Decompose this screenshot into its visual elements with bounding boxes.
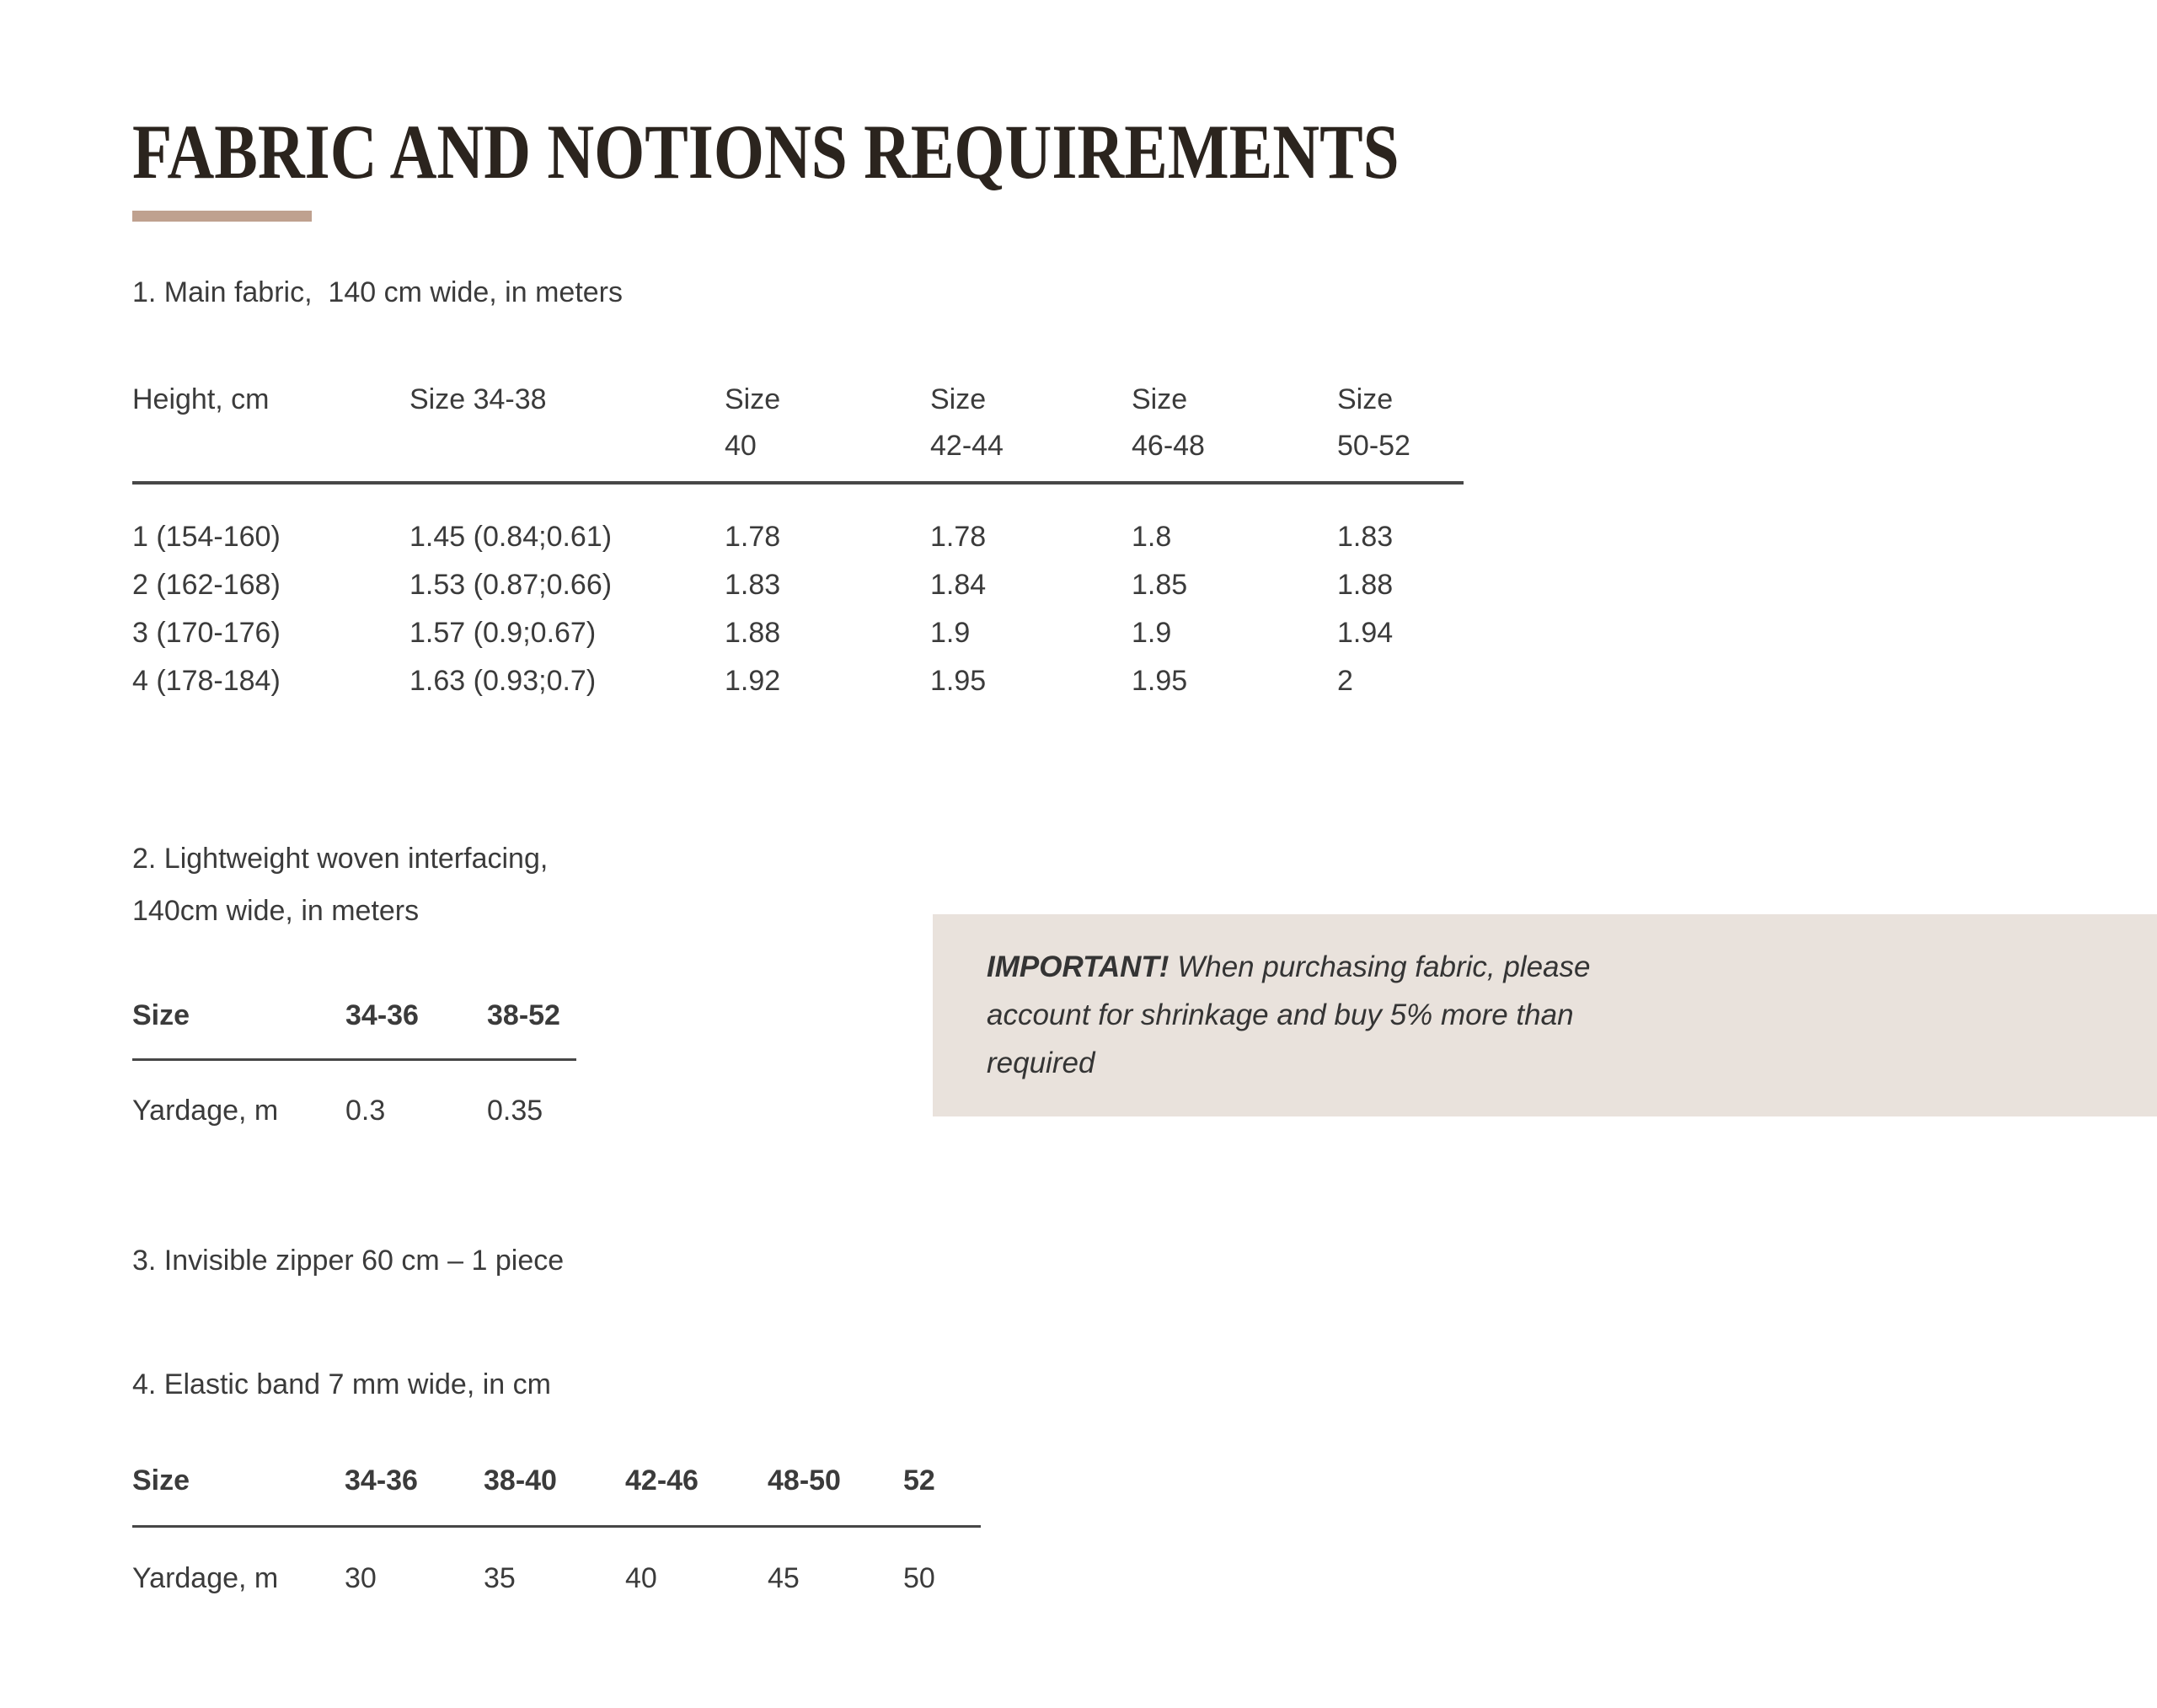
table-cell: 1.45 (0.84;0.61) [409, 521, 613, 553]
header-cell-height [132, 377, 409, 469]
header-cell-38-40: 38-40 [484, 1464, 557, 1497]
note-emphasis-label: IMPORTANT! [987, 950, 1169, 983]
table-rule [132, 481, 1464, 485]
header-cell-size: Size [132, 999, 190, 1031]
section-4-heading: 4. Elastic band 7 mm wide, in cm [132, 1368, 551, 1400]
table-cell: 1.83 [1337, 521, 1394, 553]
header-line-2: 40 [725, 430, 757, 462]
important-note-text [987, 943, 2132, 1087]
section-2-heading-line-2: 140cm wide, in meters [132, 895, 420, 927]
table-cell: 1.9 [930, 617, 971, 649]
table-cell: 1.53 (0.87;0.66) [409, 569, 613, 601]
table-cell: 1.95 [1132, 665, 1188, 697]
header-line-1: Size 34-38 [409, 383, 547, 415]
section-2-heading [132, 833, 548, 937]
table-row [132, 1094, 576, 1127]
table-cell: 2 (162-168) [132, 569, 281, 601]
header-line-2: 46-48 [1132, 430, 1205, 462]
section-1-heading: 1. Main fabric, 140 cm wide, in meters [132, 276, 624, 308]
important-note-box [933, 914, 2157, 1116]
interfacing-table-header [132, 999, 576, 1032]
table-rule [132, 1058, 576, 1061]
note-line-1 [987, 943, 2132, 991]
table-cell: 1.78 [930, 521, 987, 553]
header-cell-size-34-38 [409, 377, 725, 469]
section-3-heading: 3. Invisible zipper 60 cm – 1 piece [132, 1245, 565, 1277]
header-cell-34-36: 34-36 [345, 1464, 418, 1497]
table-row [132, 657, 1464, 705]
table-row [132, 513, 1464, 561]
header-cell-38-52: 38-52 [487, 999, 560, 1031]
section-2-heading-line-1: 2. Lightweight woven interfacing, [132, 843, 549, 875]
table-cell: 30 [345, 1562, 377, 1594]
table-cell: 1.9 [1132, 617, 1172, 649]
table-cell: 50 [903, 1562, 935, 1594]
header-line-1: Size [930, 383, 987, 415]
table-cell: 1.84 [930, 569, 987, 601]
table-cell: 1.8 [1132, 521, 1172, 553]
main-fabric-table-body [132, 513, 1464, 705]
header-cell-size: Size [132, 1464, 190, 1497]
header-cell-48-50: 48-50 [768, 1464, 841, 1497]
table-cell: 1.88 [1337, 569, 1394, 601]
table-cell: 4 (178-184) [132, 665, 281, 697]
table-cell: 1.85 [1132, 569, 1188, 601]
header-cell-52: 52 [903, 1464, 935, 1497]
table-cell: 0.3 [345, 1095, 386, 1127]
header-cell-34-36: 34-36 [345, 999, 419, 1031]
table-cell: 1.83 [725, 569, 781, 601]
header-line-2: 50-52 [1337, 430, 1410, 462]
table-row [132, 561, 1464, 609]
page-title: FABRIC AND NOTIONS REQUIREMENTS [132, 109, 1400, 195]
table-cell: 35 [484, 1562, 516, 1594]
note-line-3: required [987, 1047, 1095, 1079]
table-cell: 1.57 (0.9;0.67) [409, 617, 597, 649]
table-cell: 2 [1337, 665, 1353, 697]
table-cell: 1.78 [725, 521, 781, 553]
table-cell: 1.94 [1337, 617, 1394, 649]
header-cell-size-40 [725, 377, 930, 469]
header-line-1: Size [1132, 383, 1188, 415]
header-line-1: Height, cm [132, 383, 270, 415]
table-cell: 1.95 [930, 665, 987, 697]
header-line-1: Size [1337, 383, 1394, 415]
main-fabric-table-header [132, 377, 1464, 469]
table-cell: 1.92 [725, 665, 781, 697]
note-line-1-rest: When purchasing fabric, please [1169, 950, 1591, 983]
table-cell: 45 [768, 1562, 800, 1594]
header-line-2: 42-44 [930, 430, 1004, 462]
title-accent-bar [132, 211, 312, 222]
elastic-table-header [132, 1464, 981, 1497]
note-line-2: account for shrinkage and buy 5% more than [987, 999, 1574, 1031]
elastic-table [132, 1464, 981, 1595]
header-cell-size-46-48 [1132, 377, 1337, 469]
row-label: Yardage, m [132, 1095, 279, 1127]
table-cell: 0.35 [487, 1095, 543, 1127]
interfacing-table [132, 999, 576, 1127]
table-cell: 1.63 (0.93;0.7) [409, 665, 597, 697]
table-cell: 3 (170-176) [132, 617, 281, 649]
header-line-1: Size [725, 383, 781, 415]
table-cell: 1.88 [725, 617, 781, 649]
table-cell: 40 [625, 1562, 657, 1594]
table-row [132, 1561, 981, 1595]
table-cell: 1 (154-160) [132, 521, 281, 553]
table-rule [132, 1525, 981, 1528]
main-fabric-table [132, 377, 1464, 705]
header-cell-size-50-52 [1337, 377, 1464, 469]
header-cell-42-46: 42-46 [625, 1464, 698, 1497]
table-row [132, 609, 1464, 657]
row-label: Yardage, m [132, 1562, 279, 1594]
header-cell-size-42-44 [930, 377, 1132, 469]
